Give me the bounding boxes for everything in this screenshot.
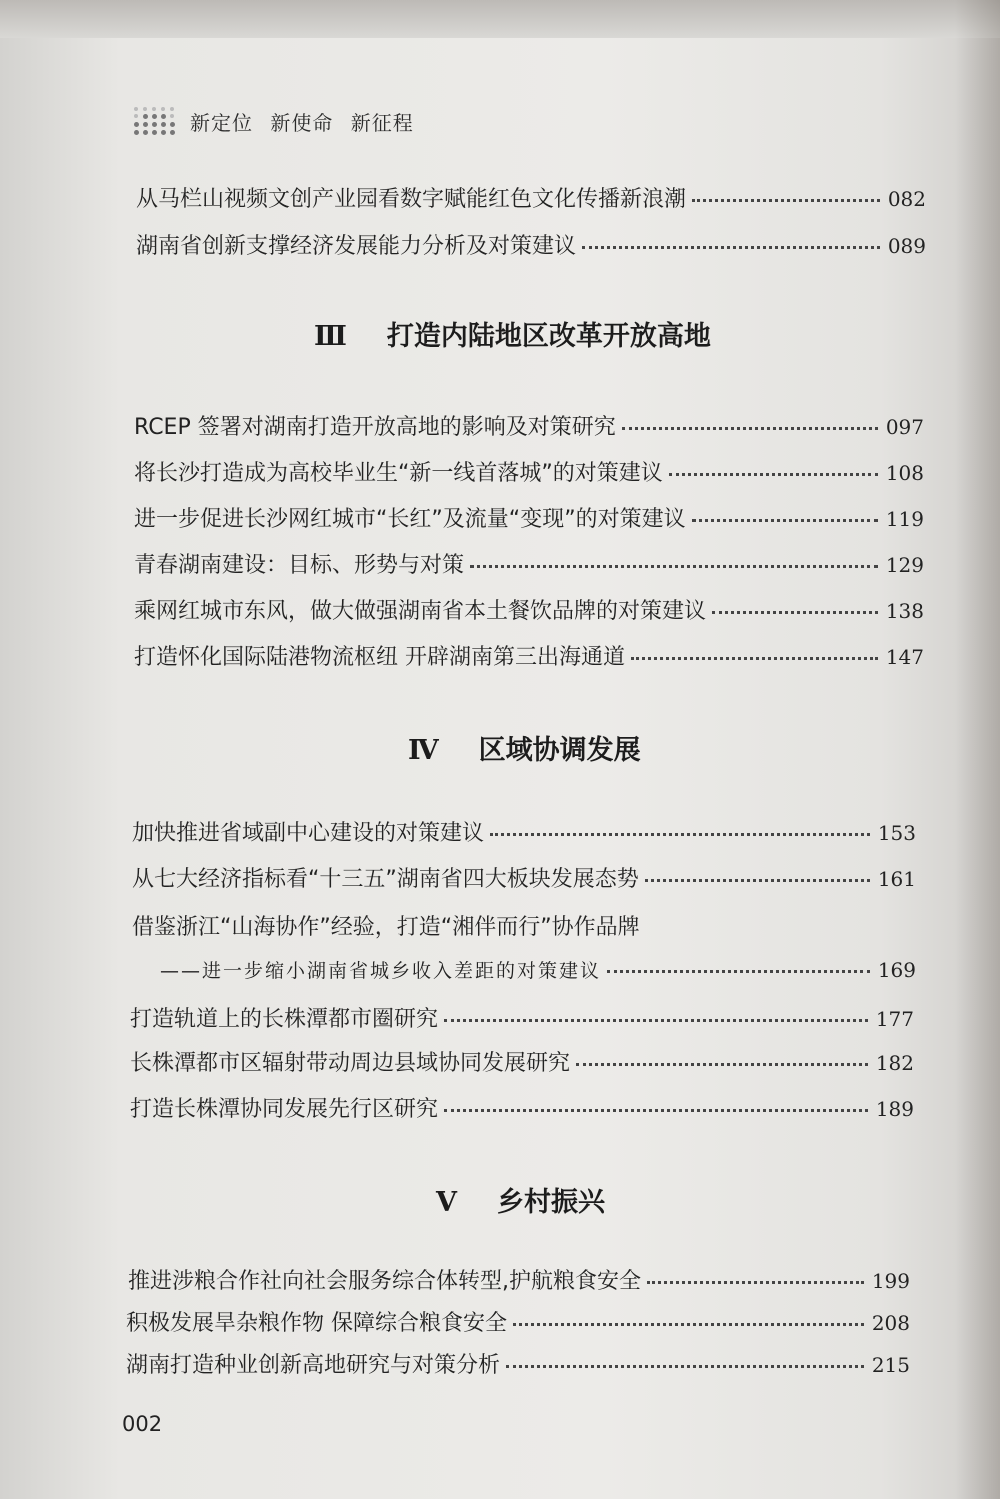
toc-entry-page: 129 (885, 553, 924, 577)
toc-entry-title: 进一步促进长沙网红城市“长红”及流量“变现”的对策建议 (134, 507, 686, 532)
toc-entry[interactable] (130, 1002, 914, 1033)
toc-entry-page: 097 (885, 415, 924, 439)
toc-entry-page: 215 (871, 1353, 910, 1377)
toc-entry[interactable] (136, 182, 926, 213)
toc-entry-title: 长株潭都市区辐射带动周边县域协同发展研究 (130, 1051, 571, 1076)
section-heading (314, 314, 711, 353)
running-header (134, 96, 414, 146)
toc-entry-page: 169 (877, 958, 916, 982)
toc-entry-title: 借鉴浙江“山海协作”经验，打造“湘伴而行”协作品牌 (132, 915, 640, 940)
dot-leader (622, 427, 878, 430)
section-numeral: Ⅲ (314, 321, 347, 352)
dot-leader (582, 246, 880, 249)
dot-leader (607, 970, 870, 973)
toc-entry[interactable] (126, 1348, 910, 1379)
dot-leader (470, 565, 878, 568)
toc-entry-page: 153 (877, 821, 916, 845)
dot-leader (444, 1019, 868, 1022)
toc-entry-title: 从马栏山视频文创产业园看数字赋能红色文化传播新浪潮 (136, 187, 687, 212)
dot-leader (692, 519, 878, 522)
section-heading (408, 728, 641, 767)
dot-leader (647, 1281, 864, 1284)
toc-entry[interactable] (134, 456, 924, 487)
toc-entry[interactable] (134, 548, 924, 579)
dot-leader (490, 833, 870, 836)
toc-entry-title: 乘网红城市东风，做大做强湖南省本土餐饮品牌的对策建议 (134, 599, 707, 624)
toc-entry-title-line[interactable] (132, 910, 916, 941)
dot-leader (506, 1365, 864, 1368)
page-number: 002 (122, 1412, 163, 1436)
toc-entry[interactable] (134, 410, 924, 441)
dot-grid-icon (134, 107, 176, 135)
dot-leader (444, 1109, 868, 1112)
toc-entry-page: 189 (875, 1097, 914, 1121)
header-title: 新定位 新使命 新征程 (190, 110, 414, 135)
toc-entry-page: 161 (877, 867, 916, 891)
toc-entry-title: 打造长株潭协同发展先行区研究 (130, 1097, 439, 1122)
toc-entry-title: 推进涉粮合作社向社会服务综合体转型,护航粮食安全 (128, 1269, 641, 1294)
toc-entry-title: 湖南打造种业创新高地研究与对策分析 (126, 1353, 501, 1378)
page-top-shadow (0, 0, 1000, 38)
toc-entry-page: 182 (875, 1051, 914, 1075)
toc-entry-page: 138 (885, 599, 924, 623)
toc-entry-page: 119 (885, 507, 924, 531)
toc-entry[interactable] (128, 1264, 910, 1295)
toc-entry-page: 208 (871, 1311, 910, 1335)
toc-entry[interactable] (134, 640, 924, 671)
toc-entry[interactable] (132, 816, 916, 847)
toc-entry-page: 082 (887, 187, 926, 211)
page-edge-shadow (955, 0, 1000, 1499)
toc-entry-page: 089 (887, 234, 926, 258)
dot-leader (576, 1063, 868, 1066)
section-numeral: Ⅴ (436, 1187, 457, 1218)
dot-leader (692, 199, 880, 202)
toc-entry-title: 积极发展旱杂粮作物 保障综合粮食安全 (126, 1311, 507, 1336)
toc-entry-title: 湖南省创新支撑经济发展能力分析及对策建议 (136, 234, 577, 259)
section-title: 区域协调发展 (478, 735, 641, 766)
toc-entry-title: 加快推进省域副中心建设的对策建议 (132, 821, 485, 846)
section-title: 打造内陆地区改革开放高地 (386, 321, 711, 352)
dot-leader (645, 879, 870, 882)
toc-entry[interactable] (132, 862, 916, 893)
toc-entry-title: 青春湖南建设：目标、形势与对策 (134, 553, 465, 578)
toc-entry-page: 108 (885, 461, 924, 485)
section-heading (436, 1180, 605, 1219)
toc-entry-page: 177 (875, 1007, 914, 1031)
dot-leader (669, 473, 878, 476)
toc-entry-page: 199 (871, 1269, 910, 1293)
dot-leader (513, 1323, 864, 1326)
toc-entry[interactable] (130, 1092, 914, 1123)
toc-entry-title: RCEP 签署对湖南打造开放高地的影响及对策研究 (134, 415, 616, 440)
dot-leader (712, 611, 878, 614)
toc-entry[interactable] (126, 1306, 910, 1337)
toc-entry[interactable] (134, 594, 924, 625)
toc-entry-page: 147 (885, 645, 924, 669)
toc-entry-title: 从七大经济指标看“十三五”湖南省四大板块发展态势 (132, 867, 639, 892)
section-title: 乡村振兴 (496, 1187, 605, 1218)
toc-entry-title: 将长沙打造成为高校毕业生“新一线首落城”的对策建议 (134, 461, 663, 486)
toc-entry[interactable] (134, 502, 924, 533)
toc-entry[interactable] (130, 1046, 914, 1077)
toc-entry[interactable] (160, 956, 916, 983)
toc-entry-title: 打造怀化国际陆港物流枢纽 开辟湖南第三出海通道 (134, 645, 625, 670)
toc-entry-title: 打造轨道上的长株潭都市圈研究 (130, 1007, 439, 1032)
toc-entry[interactable] (136, 229, 926, 260)
dot-leader (631, 657, 878, 660)
section-numeral: Ⅳ (408, 735, 439, 766)
toc-entry-subtitle: ——进一步缩小湖南省城乡收入差距的对策建议 (160, 960, 602, 982)
